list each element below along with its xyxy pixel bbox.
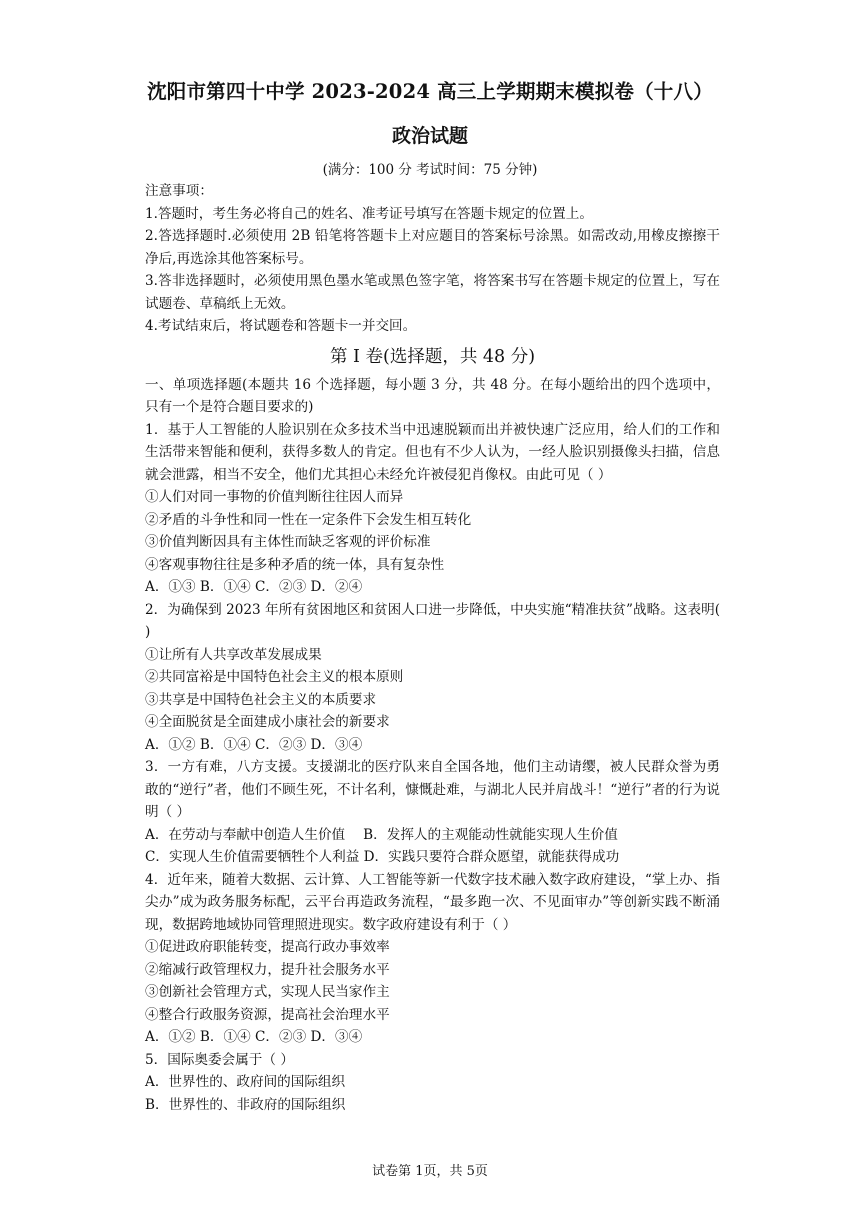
notes-heading: 注意事项： xyxy=(145,183,213,199)
exam-title: 沈阳市第四十中学 2023-2024 高三上学期期末模拟卷（十八） xyxy=(147,80,713,103)
question-statement: ③共享是中国特色社会主义的本质要求 xyxy=(145,691,377,708)
page-footer: 试卷第 1页，共 5页 xyxy=(372,1164,488,1179)
question-statement: ①促进政府职能转变，提高行政办事效率 xyxy=(145,939,390,955)
question-statement: ④客观事物往往是多种矛盾的统一体，具有复杂性 xyxy=(145,556,445,573)
answer-option: B．发挥人的主观能动性就能实现人生价值 xyxy=(363,826,618,843)
question-statement: ①让所有人共享改革发展成果 xyxy=(145,646,322,663)
question-statement: ②矛盾的斗争性和同一性在一定条件下会发生相互转化 xyxy=(145,511,472,528)
section-instruction: 一、单项选择题(本题共 16 个选择题，每小题 3 分，共 48 分。在每小题给出的四个选项中，只有一个是符合题目要求的) xyxy=(145,376,720,415)
note-item: 4.考试结束后，将试题卷和答题卡一并交回。 xyxy=(145,318,417,334)
question-stem: 3．一方有难，八方支援。支援湖北的医疗队来自全国各地，他们主动请缨，被人民群众誉为勇敢的“逆行”者，他们不顾生死，不计名利，慷慨赴难，与湖北人民并肩战斗！“逆行”者的行为说明（ ） xyxy=(145,759,720,820)
question-statement: ②共同富裕是中国特色社会主义的根本原则 xyxy=(145,669,404,685)
question-stem: 5．国际奥委会属于（ ） xyxy=(145,1051,294,1068)
answer-options: A．①③ B．①④ C．②③ D．②④ xyxy=(145,579,363,595)
answer-option: A．世界性的、政府间的国际组织 xyxy=(145,1074,346,1090)
answer-option: B．世界性的、非政府的国际组织 xyxy=(145,1096,346,1113)
question-stem: 4．近年来，随着大数据、云计算、人工智能等新一代数字技术融入数字政府建设，“掌上办、指尖办”成为政务服务标配，云平台再造政务流程，“最多跑一次、不见面审办”等创新实践不断涌现，数据跨地域协同管理照进现实。数字政府建设有利于（ ） xyxy=(145,871,720,933)
answer-option-row xyxy=(145,846,720,869)
answer-options: A．①② B．①④ C．②③ D．③④ xyxy=(145,736,363,753)
question-statement: ③价值判断因具有主体性而缺乏客观的评价标准 xyxy=(145,534,431,550)
answer-option: C．实现人生价值需要牺牲个人利益 D．实践只要符合群众愿望，就能获得成功 xyxy=(145,849,620,865)
exam-subject: 政治试题 xyxy=(391,125,468,147)
answer-option: A．在劳动与奉献中创造人生价值 xyxy=(145,826,346,843)
question-statement: ①人们对同一事物的价值判断往往因人而异 xyxy=(145,489,404,505)
question-stem: 1．基于人工智能的人脸识别在众多技术当中迅速脱颖而出并被快速广泛应用，给人们的工作和生活带来智能和便利，获得多数人的肯定。但也有不少人认为，一经人脸识别摄像头扫描，信息就会泄露，相当不安全，他们尤其担心未经允许被侵犯肖像权。由此可见（ ） xyxy=(145,421,720,483)
question-statement: ④整合行政服务资源，提高社会治理水平 xyxy=(145,1006,390,1023)
question-statement: ③创新社会管理方式，实现人民当家作主 xyxy=(145,984,390,1000)
answer-options: A．①② B．①④ C．②③ D．③④ xyxy=(145,1029,363,1045)
note-item: 3.答非选择题时，必须使用黑色墨水笔或黑色签字笔，将答案书写在答题卡规定的位置上，写在试题卷、草稿纸上无效。 xyxy=(145,273,720,312)
note-item: 1.答题时，考生务必将自己的姓名、准考证号填写在答题卡规定的位置上。 xyxy=(145,205,593,222)
note-item: 2.答选择题时.必须使用 2B 铅笔将答题卡上对应题目的答案标号涂黑。如需改动,用橡皮擦擦干净后,再选涂其他答案标号。 xyxy=(145,228,720,267)
question-stem: 2．为确保到 2023 年所有贫困地区和贫困人口进一步降低，中央实施“精准扶贫”战略。这表明( ) xyxy=(145,601,720,640)
question-statement: ②缩减行政管理权力，提升社会服务水平 xyxy=(145,961,390,978)
exam-body xyxy=(145,180,720,1116)
answer-option-row xyxy=(145,824,720,847)
question-statement: ④全面脱贫是全面建成小康社会的新要求 xyxy=(145,714,390,730)
section-heading: 第 I 卷(选择题，共 48 分) xyxy=(329,346,536,367)
exam-meta: (满分：100 分 考试时间：75 分钟) xyxy=(322,162,538,178)
